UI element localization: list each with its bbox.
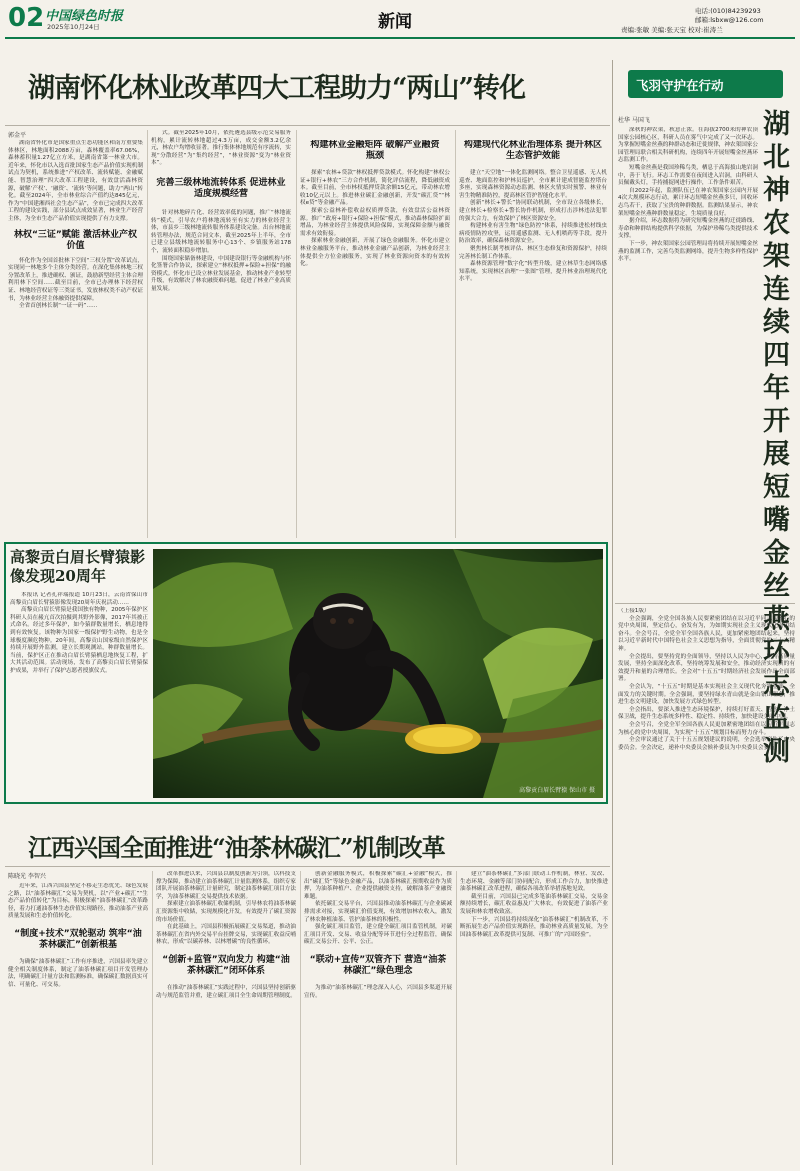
contact-email: 邮箱:lsbxw@126.com [695,16,764,24]
article2-c2-a: 改革推进以来，兴国县以制度创新为引领，以科技支撑为保障，推动建立油茶林碳汇计量监测体系，组织专家团队开展油茶林碳汇计量研究，制定油茶林碳汇项目方法学，为油茶林碳汇交易提供技术依据。 [156,871,296,900]
gibbon-photo-art [153,549,603,798]
article2-sub1: “制度+技术”双轮驱动 筑牢“油茶林碳汇”创新根基 [14,928,142,950]
col-divider [147,130,148,538]
paper-name: 中国绿色时报 [45,9,124,24]
article2-title-rule [5,866,610,867]
article1-col3 [300,140,450,538]
article1-col3-a: 探索“农林+贷款”林权抵押贷款模式。怀化构建“林权公证+银行+林农”三方合作机制，简化评估流程，降低融资成本。截至目前，全市林权抵押贷款余额15亿元，带动林农增收10亿元以上。推进林业碳汇金融创新，开发“碳汇贷”“林权e贷”等金融产品。 [300,170,450,207]
article1-col3-b: 探索公益林补偿收益权质押贷款，有效盘活公益林资源。推广“政府+银行+保险+担保”模式，推动森林保险扩面增品，为林业经营主体提供风险保障，实现保障金额与融资需求有效衔接。 [300,207,450,237]
article1-col4-c: 构建林业有害生物“绿色防控”体系，持续推进松材线虫病疫情防控攻坚，运用遥感监测、无人机喷药等手段，提升防治效率，确保森林资源安全。 [459,223,607,245]
side-byline: 杜华 马国飞 [618,117,650,124]
article1-sub2: 完善三级林地流转体系 促进林业适度规模经营 [156,177,286,199]
article1-col1-b: 怀化作为全国首批林下空间“三权分置”改革试点，实现同一林地多个主体分类经营。在深化集体林地三权分置改革上，推进确权、颁证，鼓励新型经营主体合理利用林下空间……截至目前，全市已办理林下经营权证、林地经营权证等三类证书，发放林权类不动产权证书，为林业经营主体融资提供保障。 [8,257,143,302]
article1-col4-a: 建立“天空地”一体化监测网络。整合卫星遥感、无人机巡查、地面监控和护林员巡护，全市累计建成智能监控塔台多座，实现森林资源动态监测、林区火情实时预警、林业有害生物精准防控，提高林区管护智能化水平。 [459,170,607,199]
article2-c3-d: 为推动“油茶林碳汇”理念深入人心，兴国县多渠道开展宣传。 [304,984,452,999]
article2-c3-c: 强化碳汇项目监管，建立健全碳汇项目监管机制，对碳汇项目开发、交易、收益分配等环节进行全过程监管，确保碳汇交易公开、公平、公正。 [304,924,452,946]
article1-col2 [151,130,291,538]
article2-col4 [460,871,608,1165]
article2-col2 [156,871,296,1165]
article2-sub2: “创新+监管”双向发力 构建“油茶林碳汇”闭环体系 [162,954,290,976]
article2-c2-b: 探索建立油茶林碳汇收储机制，引导林农将油茶林碳汇资源集中收储，实现规模化开发，有效提升了碳汇资源的市场价值。 [156,901,296,923]
section-name: 新闻 [378,12,412,32]
article1-col2-c: 围绕国家储备林建设，中国建设银行等金融机构与怀化签署合作协议，探索建立“林权抵押+保险+担保”的融资模式。怀化市已设立林业发展基金，推动林业产业转型升级，有效解决了林农融资难问题，促进了林业产业高质量发展。 [151,255,291,292]
article1-col1 [8,140,143,538]
article1-byline: 郭金平 [8,132,27,139]
article2-c3-b: 依托碳汇交易平台，兴国县推动油茶林碳汇与企业碳减排需求对接，实现碳汇价值变现，有效增加林农收入，激发了林农种植油茶、管护油茶林的积极性。 [304,901,452,923]
photo-caption: 高黎贡白眉长臂猿 保山市 摄 [519,787,595,794]
article2-c2-c: 在此基础上，兴国县积极拓展碳汇交易渠道，推动油茶林碳汇在省内外交易平台挂牌交易，实现碳汇收益反哺林农，形成“以碳养林、以林增碳”的良性循环。 [156,924,296,946]
side-source: （上接1版） [618,608,650,614]
editors-line: 责编:张敏 美编:张天宝 校对:崔涛兰 [621,26,723,34]
article2-title: 江西兴国全面推进“油茶林碳汇”机制改革 [28,833,445,862]
side-body-e: 下一步，神农架国家公园管理局将持续开展短嘴金丝燕的监测工作，完善鸟类监测网络，提升生物多样性保护水平。 [618,240,758,263]
article2-c1-b: 为确保“油茶林碳汇”工作有序推进，兴国县率先建立健全相关制度体系，制定了油茶林碳汇项目开发管理办法，明确碳汇计量方法和监测标准，确保碳汇数据真实可信、可量化、可交易。 [8,958,148,988]
article1-col4-e: 森林资源管理“数字化”转型升级，建立林草生态网络感知系统，实现林区治理“一张图”管理，提升林业治理现代化水平。 [459,261,607,283]
article2-sub3: “联动+宣传”双管齐下 营造“油茶林碳汇”绿色理念 [309,954,447,976]
article2-c3-a: 创新金融服务模式，积极探索“碳汇+金融”模式，推出“碳汇贷”等绿色金融产品，以油茶林碳汇预期收益作为质押，为油茶种植户、企业提供融资支持，破解油茶产业融资难题。 [304,871,452,900]
photo-story-title: 高黎贡白眉长臂猿影像发现20周年 [10,548,146,585]
side-body-a: 深秋的神农架，秋意正浓。在海拔2700米的神农顶国家公园核心区，科研人员在雾气中完成了又一次环志。为掌握短嘴金丝燕的种群动态和迁徙规律，神农架国家公园管理局联合相关科研机构，连续四年开展短嘴金丝燕环志监测工作。 [618,127,758,164]
article1-col4-b: 创新“林长+警长”协同联动机制，全市设立各级林长，建立林长+检察长+警长协作机制，形成打击涉林违法犯罪的强大合力，有效保护了林区资源安全。 [459,200,607,222]
side-body-k: 全会审议通过了关于十五五规划建议的说明，全会选举产生了中央委员会。全会决定，递补中央委员会候补委员为中央委员会委员。 [618,737,795,751]
article2-c1-a: 近年来，江西兴国县坚定不移走生态优先、绿色发展之路，以“油茶林碳汇”交易为契机，以“产业+碳汇”“生态产品价值转化”为目标，积极探索“油茶林碳汇”改革路径，着力打通油茶林生态价值实现路径，推动油茶产业高质量发展和生态价值转化。 [8,883,148,920]
side-body-i: 全会指出，要深入推进生态环境保护，持续打好蓝天、碧水、净土保卫战，提升生态系统多样性、稳定性、持续性，加快建设美丽中国。 [618,706,795,721]
side-body-b: 短嘴金丝燕是我国珍稀鸟类，栖息于高海拔山地岩洞中，善于飞行。环志工作需要在夜间进入岩洞，由科研人员佩戴头灯，手持捕捉网进行操作，工作条件艰苦。 [618,164,758,187]
article2-col1 [8,883,148,1165]
article1-sub3: 构建林业金融矩阵 破解产业融资瓶颈 [310,140,440,161]
article1-col4-d: 聚焦林长制考核评估、林区生态修复和资源保护，持续完善林长制工作体系。 [459,245,607,260]
article2-c4-a: 建立“油茶林碳汇”多部门联动工作机制，林业、发改、生态环境、金融等部门协同配合，形成工作合力，加快推进油茶林碳汇改革进程，确保各项改革举措落地见效。 [460,871,608,893]
issue-date: 2025年10月24日 [47,23,100,31]
side-body-h: 全会认为，“十五五”时期是基本实现社会主义现代化夯实基础、全面发力的关键时期。全会强调，要坚持绿水青山就是金山银山理念，推进生态文明建设，加快发展方式绿色转型。 [618,683,795,706]
article1-sub1: 林权“三证”赋能 激活林业产权价值 [14,229,137,251]
article2-c4-b: 截至目前，兴国县已完成多笔油茶林碳汇交易，交易金额持续增长，碳汇收益惠及广大林农，有效促进了油茶产业发展和林农增收致富。 [460,893,608,915]
contact-phone: 电话:(010)84239293 [695,7,761,15]
col-divider [152,871,153,1165]
photo-story-body: 高黎贡白眉长臂猿是我国独有物种，2005年保护区科研人员在赧亢首次拍摄到其野外影像，2017年其被正式命名。经过多年保护，如今猿群数量增长，栖息地得到有效恢复。该物种为国家一级保护野生动物，也是全球极度濒危物种。20年间，高黎贡山国家级自然保护区持续开展野外监测，建立长期观测站，种群数量增长。当前，保护区正在推动白眉长臂猿栖息地恢复工程，扩大其活动范围。活动现场，发布了高黎贡白眉长臂猿保护成果，并举行了保护志愿者授旗仪式。 [10,607,148,674]
side-divider [612,60,613,1165]
side-body-c: 自2022年起，监测队伍已在神农架国家公园内开展4次大规模环志行动，累计环志短嘴金丝燕多只，回收环志鸟若干，获取了宝贵的种群数据。监测结果显示，神农架短嘴金丝燕种群数量稳定，生境质量良好。 [618,187,758,217]
article1-col1-c: 全省首创林长制“一证一码”…… [19,303,98,310]
side-body-d: 据介绍，环志数据将为研究短嘴金丝燕的迁徙路线、寿命和种群结构提供科学依据，为保护珍稀鸟类提供技术支撑。 [618,218,758,240]
article2-byline: 陈晓光 李智兴 [8,873,46,880]
page-number: 02 [8,3,45,33]
page-header [0,0,800,38]
side-col2 [618,608,795,1163]
article2-c4-c: 下一步，兴国县将持续深化“油茶林碳汇”机制改革，不断拓展生态产品价值实现路径，推动林业高质量发展，为全国油茶林碳汇改革提供可复制、可推广的“兴国经验”。 [460,916,608,938]
side-col [618,127,758,597]
article1-col2-b: 针对林地碎片化、经营效率低的问题，推广“林地流转”模式，引导农户将林地流转至有实力的林业经营主体，市县乡三级林地流转服务体系建设完备。出台林地流转管理办法，规范合同文本，截至2025年上半年，全市已建立县级林地流转服务中心13个、乡镇服务站178个，流转面积稳步增加。 [151,209,291,254]
article1-col4 [459,140,607,538]
tag-label: 飞羽守护在行动 [636,78,724,93]
side-tag [628,70,783,98]
article1-col3-c: 探索林业金融创新，开展了绿色金融服务。怀化市建立林业金融服务平台，推动林业金融产品创新，为林业经营主体提供全方位金融服务，实现了林业资源向资本的有效转化。 [300,238,450,268]
photo-story-byline: 本报讯 记者孔祥瑞报道 10月23日，云南省保山市高黎贡白眉长臂猿影像发现20周年庆祝活动…… [10,592,148,606]
article1-lead: 湖南省怀化市是国家重点生态功能区和南方重要集体林区，林地面积2088万亩，森林覆盖率67.06%，森林蓄积量1.27亿立方米，是湖南省第一林业大市。近年来，怀化市以入选首批国家生态产品价值实现机制试点为契机，系统推进“产权改革、流转赋能、金融赋能、智慧治理”四大改革工程建设，有效盘活森林资源，破解‘产权’、‘融资’、‘流转’等问题，助力“两山”转化。截至2024年，全市林业综合产值约达845亿元，作为“中国建湘西社会生态产品”，全市已完成四大改革工程的建设实践，部分县试点成效显著，林业生产经营主体，为全市生态产品价值实现提供了有力支撑。 [8,140,143,222]
header-rule [5,37,795,39]
side-body-j: 全会号召，全党全军全国各族人民更加紧密地团结在以习近平同志为核心的党中央周围，为实现“十五五”规划目标而努力奋斗。 [618,721,795,736]
side-body-g: 全会提出，要坚持党的全面领导，坚持以人民为中心，坚持高质量发展，坚持全面深化改革，坚持统筹发展和安全，推动经济实现质的有效提升和量的合理增长。全会对“十五五”时期经济社会发展作出全面部署。 [618,653,795,683]
col-divider [455,130,456,538]
side-title: 湖北神农架连续四年开展短嘴金丝燕环志监测 [763,109,790,767]
article1-sub4: 构建现代化林业治理体系 提升林区生态管护效能 [463,140,603,161]
article2-col3 [304,871,452,1165]
gibbon-photo [153,549,603,798]
col-divider [456,871,457,1165]
col-divider [300,871,301,1165]
article2-c2-d: 在推动“油茶林碳汇”实践过程中，兴国县坚持创新驱动与规范监管并重，建立碳汇项目全生命周期管理制度。 [156,984,296,999]
article1-title-rule [5,125,610,126]
side-body-f: 全会强调，全党全国各族人民要紧密团结在以习近平同志为核心的党中央周围，坚定信心，奋发有为，为如期实现社会主义现代化而团结奋斗。全会号召，全党全军全国各族人民，更加紧密地团结起来，坚持以习近平新时代中国特色社会主义思想为指导，全面贯彻党的二十大精神。 [618,615,795,652]
side-rule [615,603,795,604]
article1-title: 湖南怀化林业改革四大工程助力“两山”转化 [28,73,526,104]
article1-col2-a: 式。截至2025年10月，依托遴选县级示范交易服务机构，累计流转林地超过4.3万亩，成交金额3.2亿余元，林农户均增收显著。推行集体林地规范有序流转，实现“分散经营”为“集约经营”，“林业资源”变为“林业资本”。 [151,130,291,167]
photo-story-text [10,592,148,800]
col-divider [296,130,297,538]
